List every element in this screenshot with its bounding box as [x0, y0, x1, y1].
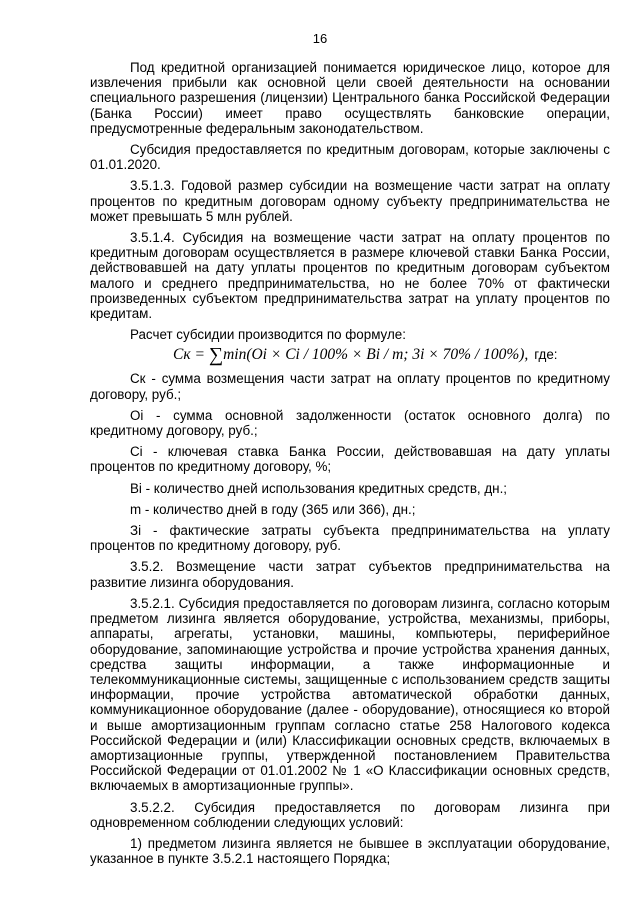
- subsidy-formula: [90, 345, 610, 365]
- definition-m: m - количество дней в году (365 или 366), дн.;: [130, 501, 416, 517]
- paragraph-3-5-2: 3.5.2. Возмещение части затрат субъектов предпринимательства на развитие лизинга оборудования.: [90, 559, 610, 590]
- definition-oi: Оi - сумма основной задолженности (остаток основного долга) по кредитному договору, руб.;: [90, 407, 610, 439]
- paragraph-credit-organization: Под кредитной организацией понимается юридическое лицо, которое для извлечения прибыли как основной цели своей деятельности на основании специального разрешения (лицензии) Центрального банка Российской Федерации (Банка России) имеет право осуществлять банковские операции, предусмотренные федеральным законодательством.: [90, 60, 610, 136]
- paragraph-3-5-2-1: 3.5.2.1. Субсидия предоставляется по договорам лизинга, согласно которым предметом лизинга является оборудование, устройства, механизмы, приборы, аппараты, агрегаты, установки, машины, компьютеры, периферийное оборудование, запоминающие устройства и прочие устройства хранения данных, средства защиты информации, а также информационные и телекоммуникационные системы, защищенные с использованием средств защиты информации, прочие устройства автоматической обработки данных, коммуникационное оборудование (далее - оборудование), относящиеся ко второй и выше амортизационным группам согласно статье 258 Налогового кодекса Российской Федерации и (или) Классификации основных средств, включаемых в амортизационные группы, утвержденной постановлением Правительства Российской Федерации от 01.01.2002 № 1 «О Классификации основных средств, включаемых в амортизационные группы».: [90, 595, 610, 794]
- definition-bi: Вi - количество дней использования кредитных средств, дн.;: [130, 480, 508, 496]
- paragraph-3-5-1-3: 3.5.1.3. Годовой размер субсидии на возмещение части затрат на оплату процентов по кредитным договорам одному субъекту предпринимательства не может превышать 5 млн рублей.: [90, 178, 610, 224]
- paragraph-3-5-1-4: 3.5.1.4. Субсидия на возмещение части затрат на оплату процентов по кредитным договорам осуществляется в размере ключевой ставки Банка России, действовавшей на дату уплаты процентов по кредитным договорам субъектом малого и среднего предпринимательства, но не более 70% от фактически произведенных субъектом предпринимательства затрат на уплату процентов по кредитам.: [90, 230, 610, 322]
- formula-rhs: min(Oi × Ci / 100% × Bi / m; 3i × 70% / 100%),: [223, 346, 529, 364]
- page-number: 16: [312, 31, 328, 46]
- paragraph-formula-intro: Расчет субсидии производится по формуле:: [130, 327, 406, 343]
- paragraph-3-5-2-2: 3.5.2.2. Субсидия предоставляется по договорам лизинга при одновременном соблюдении следующих условий:: [90, 799, 610, 830]
- definition-zi: Зi - фактические затраты субъекта предпринимательства на уплату процентов по кредитному договору, руб.: [90, 523, 610, 554]
- formula-sum-symbol: ∑: [208, 344, 224, 367]
- paragraph-subsidy-contracts-date: Субсидия предоставляется по кредитным договорам, которые заключены с 01.01.2020.: [90, 142, 610, 173]
- paragraph-condition-1: 1) предметом лизинга является не бывшее в эксплуатации оборудование, указанное в пункте 3.5.2.1 настоящего Порядка;: [90, 835, 610, 867]
- formula-where-label: где:: [534, 347, 558, 363]
- definition-ci: Сi - ключевая ставка Банка России, действовавшая на дату уплаты процентов по кредитному договору, %;: [90, 444, 610, 475]
- formula-lhs: Ск =: [173, 346, 209, 364]
- definition-sk: Ск - сумма возмещения части затрат на оплату процентов по кредитному договору, руб.;: [90, 371, 610, 402]
- document-body: [90, 60, 610, 872]
